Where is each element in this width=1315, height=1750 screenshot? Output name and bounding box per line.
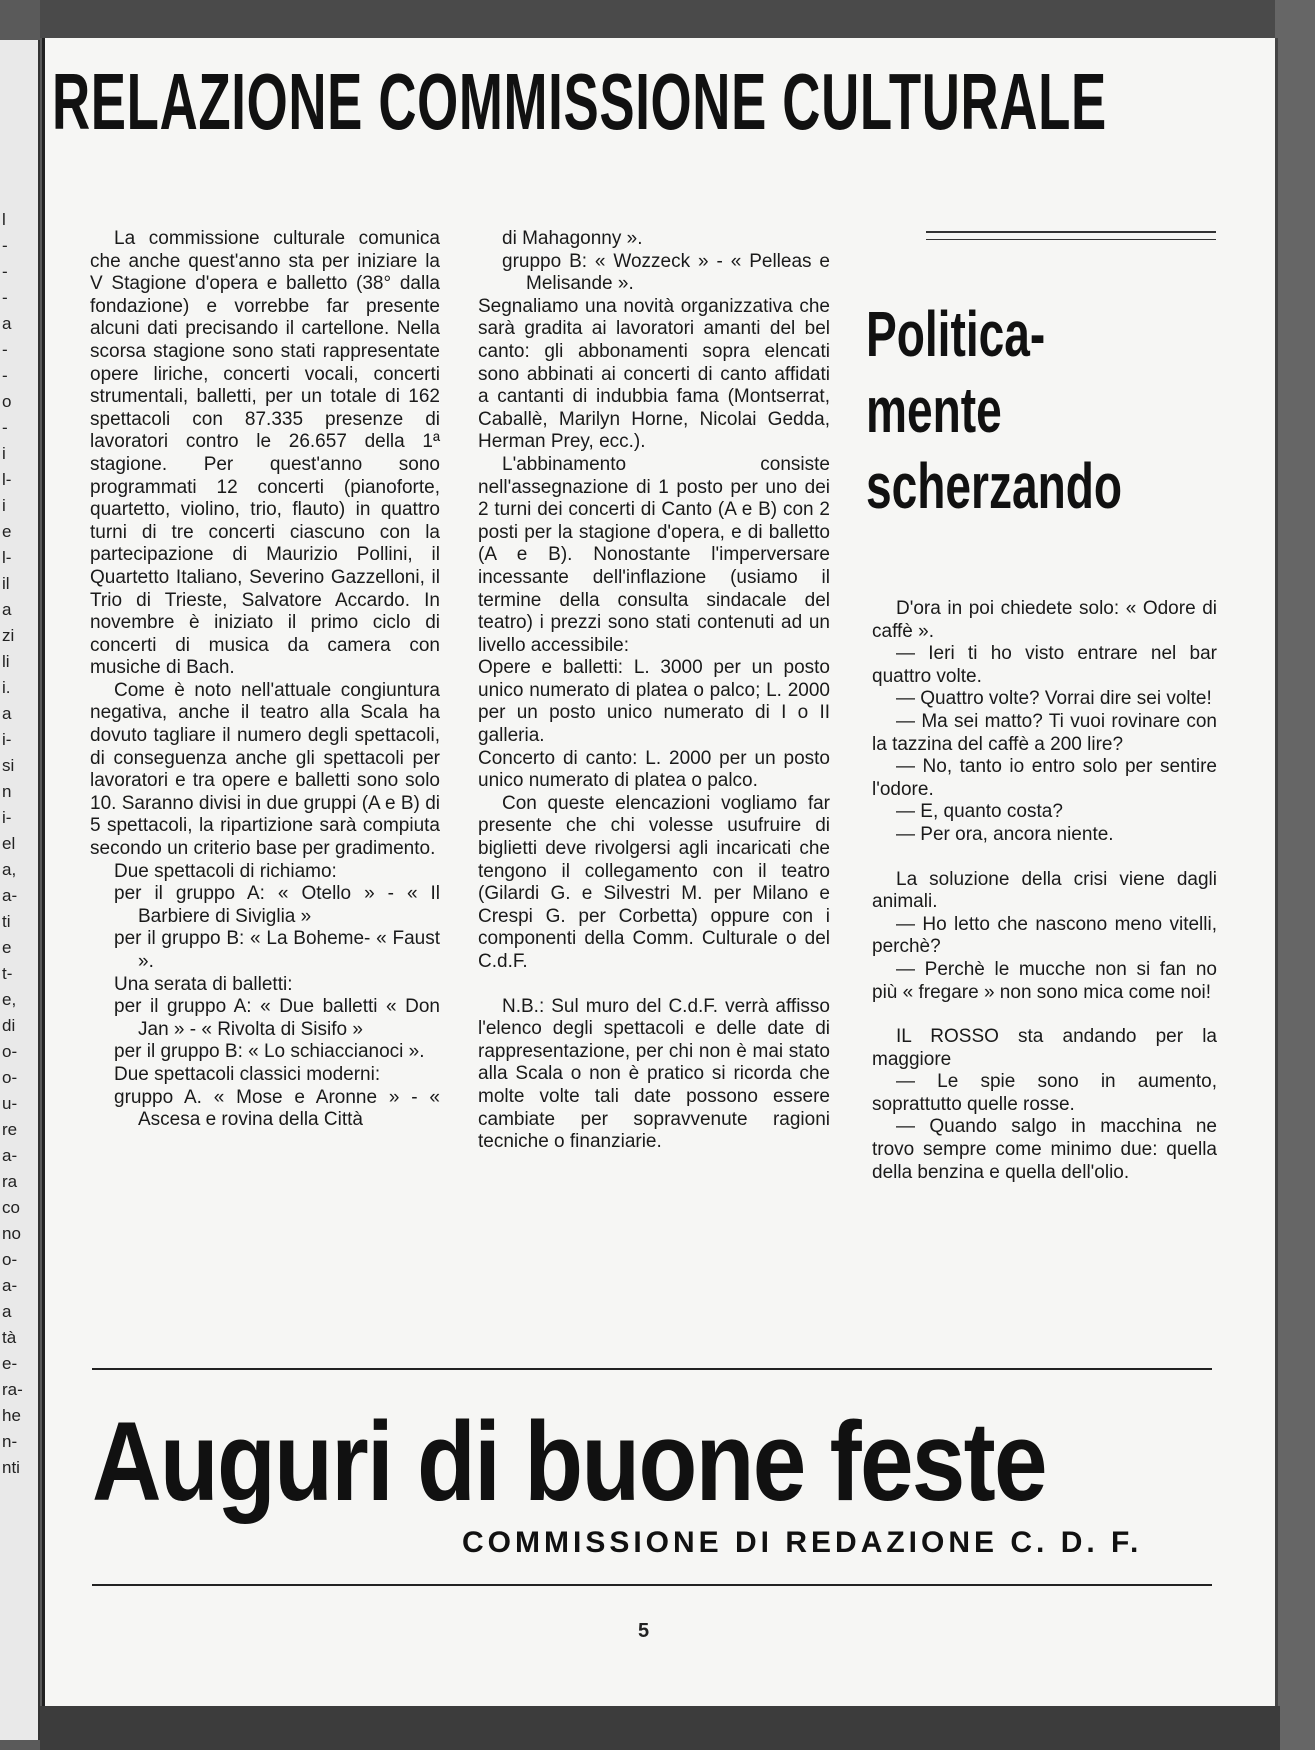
adjacent-text-fragment: e	[2, 522, 12, 541]
paragraph: Con queste elencazioni vogliamo far presente che chi volesse usufruire di biglietti deve rivolgersi agli incaricati che tengono il collegamento con il teatro (Gilardi G. e Silvestri M. per Milano e Crespi G. per Corbetta) oppure con i componenti della Comm. Culturale o del C.d.F.	[478, 792, 830, 972]
adjacent-text-fragment: a	[2, 600, 12, 619]
adjacent-text-fragment: ti	[2, 912, 11, 931]
adjacent-text-fragment: zi	[2, 626, 15, 645]
adjacent-text-fragment: i.	[2, 678, 11, 697]
adjacent-text-fragment: o-	[2, 1042, 18, 1061]
adjacent-text-fragment: a	[2, 1302, 12, 1321]
adjacent-text-fragment: i	[2, 444, 6, 463]
paragraph: Concerto di canto: L. 2000 per un posto unico numerato di platea o palco.	[478, 747, 830, 792]
signature: COMMISSIONE DI REDAZIONE C. D. F.	[462, 1526, 1143, 1559]
adjacent-text-fragment: -	[2, 262, 8, 281]
divider-bottom	[92, 1584, 1212, 1586]
adjacent-text-fragment: e-	[2, 1354, 18, 1373]
paragraph: — Per ora, ancora niente.	[896, 823, 1114, 845]
column-1	[90, 228, 440, 1132]
paragraph: — Quattro volte? Vorrai dire sei volte!	[896, 688, 1212, 710]
paragraph: gruppo B: « Wozzeck » - « Pelleas e Melisande ».	[502, 250, 830, 295]
adjacent-text-fragment: i-	[2, 730, 12, 749]
adjacent-text-fragment: n-	[2, 1432, 18, 1451]
paragraph: di Mahagonny ».	[502, 228, 643, 249]
paragraph: N.B.: Sul muro del C.d.F. verrà affisso l'elenco degli spettacoli e delle date di rappresentazione, per chi non è mai stato alla Scala o non è pratico si ricorda che molte volte tali date possono essere cambiate per sopravvenute ragioni tecniche o finanziarie.	[478, 995, 830, 1153]
adjacent-text-fragment: l	[2, 210, 6, 229]
adjacent-text-fragment: tà	[2, 1328, 17, 1347]
scan-top-edge	[40, 0, 1280, 38]
adjacent-text-fragment: -	[2, 340, 8, 359]
paragraph: — Quando salgo in macchina ne trovo sempre come minimo due: quella della benzina e quella dell'olio.	[872, 1116, 1217, 1183]
adjacent-text-fragment: a-	[2, 886, 18, 905]
paragraph: Segnaliamo una novità organizzativa che sarà gradita ai lavoratori amanti del bel canto: gli abbonamenti sopra elencati sono abbinati ai concerti di canto affidati a cantanti di indubbia fama (Montserrat, Caballè, Marilyn Horne, Nicolai Gedda, Herman Prey, ecc.).	[478, 295, 830, 453]
adjacent-text-fragment: -	[2, 288, 8, 307]
adjacent-text-fragment: a	[2, 314, 12, 333]
paragraph: per il gruppo A: « Otello » - « Il Barbiere di Siviglia »	[114, 883, 440, 927]
paragraph: per il gruppo B: « La Boheme- « Faust ».	[114, 928, 440, 972]
decorative-rule	[926, 231, 1216, 240]
adjacent-text-fragment: l-	[2, 470, 12, 489]
paragraph: — No, tanto io entro solo per sentire l'odore.	[872, 756, 1217, 800]
heading-line-1: Politica-	[866, 298, 1046, 370]
paragraph: — Ieri ti ho visto entrare nel bar quattro volte.	[872, 643, 1217, 687]
adjacent-text-fragment: -	[2, 236, 8, 255]
adjacent-text-fragment: -	[2, 418, 8, 437]
scan-right-edge	[1275, 0, 1315, 1750]
divider-top	[92, 1368, 1212, 1370]
adjacent-text-fragment: li	[2, 652, 10, 671]
adjacent-text-fragment: a,	[2, 860, 17, 879]
adjacent-text-fragment: si	[2, 756, 15, 775]
adjacent-text-fragment: a-	[2, 1276, 18, 1295]
adjacent-text-fragment: el	[2, 834, 16, 853]
adjacent-text-fragment: o-	[2, 1250, 18, 1269]
adjacent-text-fragment: o-	[2, 1068, 18, 1087]
adjacent-text-fragment: t-	[2, 964, 13, 983]
adjacent-text-fragment: e,	[2, 990, 17, 1009]
paragraph: La commissione culturale comunica che anche quest'anno sta per iniziare la V Stagione d'opera e balletto (38° dalla fondazione) e vorrebbe far presente alcuni dati precisando il cartellone. Nella scorsa stagione sono stati rappresentate opere liriche, concerti vocali, concerti strumentali, balletti, per un totale di 162 spettacoli con 87.335 presenze di lavoratori contro le 26.657 della 1ª stagione. Per quest'anno sono programmati 12 concerti (pianoforte, quartetto, violino, trio, flauto) in quattro turni di tre concerti ciascuno con la partecipazione di Maurizio Pollini, il Quartetto Italiano, Severino Gazzelloni, il Trio di Trieste, Salvatore Accardo. In novembre è iniziato il primo ciclo di concerti di musica da camera con musiche di Bach.	[90, 228, 440, 679]
page-title: RELAZIONE COMMISSIONE CULTURALE	[52, 57, 1107, 146]
adjacent-text-fragment: he	[2, 1406, 21, 1425]
paragraph: Due spettacoli classici moderni:	[114, 1063, 381, 1085]
paragraph: Opere e balletti: L. 3000 per un posto unico numerato di platea o palco; L. 2000 per un posto unico numerato di I o II galleria.	[478, 657, 830, 747]
paragraph: Come è noto nell'attuale congiuntura negativa, anche il teatro alla Scala ha dovuto tagliare il numero degli spettacoli, di conseguenza anche gli spettacoli per lavoratori e tra opere e balletti sono solo 10. Saranno divisi in due gruppi (A e B) di 5 spettacoli, la ripartizione sarà compiuta secondo un criterio base per gradimento.	[90, 679, 440, 860]
adjacent-text-fragment: a	[2, 704, 12, 723]
adjacent-text-fragment: co	[2, 1198, 20, 1217]
column-2	[478, 228, 830, 1154]
adjacent-text-fragment: di	[2, 1016, 16, 1035]
paragraph: per il gruppo B: « Lo schiaccianoci ».	[114, 1041, 425, 1063]
adjacent-text-fragment: l-	[2, 548, 12, 567]
column-3-heading	[866, 296, 1125, 524]
adjacent-text-fragment: n	[2, 782, 12, 801]
adjacent-text-fragment: ra	[2, 1172, 18, 1191]
paragraph: Una serata di balletti:	[114, 973, 293, 995]
adjacent-text-fragment: i	[2, 496, 6, 515]
page-number: 5	[638, 1620, 650, 1642]
paragraph: IL ROSSO sta andando per la maggiore	[872, 1026, 1217, 1070]
paragraph: La soluzione della crisi viene dagli animali.	[872, 868, 1217, 913]
column-3	[872, 598, 1217, 1184]
adjacent-text-fragment: o	[2, 392, 12, 411]
adjacent-text-fragment: re	[2, 1120, 18, 1139]
paragraph: — Le spie sono in aumento, soprattutto quelle rosse.	[872, 1071, 1217, 1115]
adjacent-text-fragment: nti	[2, 1458, 20, 1477]
paragraph: L'abbinamento consiste nell'assegnazione di 1 posto per uno dei 2 turni dei concerti di Canto (A e B) con 2 posti per la stagione d'opera, e di balletto (A e B). Nonostante l'imperversare incessante dell'inflazione (usiamo il termine della consulta sindacale del teatro) i prezzi sono stati contenuti ad un livello accessibile:	[478, 453, 830, 656]
adjacent-text-fragment: ra-	[2, 1380, 23, 1399]
adjacent-page-strip	[0, 40, 40, 1740]
adjacent-text-fragment: no	[2, 1224, 21, 1243]
adjacent-text-fragment: u-	[2, 1094, 18, 1113]
heading-line-2: mente	[866, 374, 1002, 446]
paragraph: Due spettacoli di richiamo:	[114, 860, 337, 882]
paragraph: — E, quanto costa?	[896, 801, 1063, 823]
adjacent-text-fragment: i-	[2, 808, 12, 827]
adjacent-text-fragment: a-	[2, 1146, 18, 1165]
paragraph: per il gruppo A: « Due balletti « Don Jan » - « Rivolta di Sisifo »	[114, 996, 440, 1040]
adjacent-text-fragment: -	[2, 366, 8, 385]
paragraph: gruppo A. « Mose e Aronne » - « Ascesa e rovina della Città	[114, 1086, 440, 1131]
scan-bottom-edge	[40, 1706, 1280, 1750]
adjacent-text-fragment: il	[2, 574, 10, 593]
greeting-headline: Auguri di buone feste	[92, 1399, 1046, 1524]
heading-line-3: scherzando	[866, 450, 1123, 522]
paragraph: — Ho letto che nascono meno vitelli, perchè?	[872, 913, 1217, 958]
paragraph: — Perchè le mucche non si fan no più « fregare » non sono mica come noi!	[872, 958, 1217, 1003]
paragraph: — Ma sei matto? Ti vuoi rovinare con la tazzina del caffè a 200 lire?	[872, 710, 1217, 755]
paragraph: D'ora in poi chiedete solo: « Odore di caffè ».	[872, 598, 1217, 642]
adjacent-text-fragment: e	[2, 938, 12, 957]
